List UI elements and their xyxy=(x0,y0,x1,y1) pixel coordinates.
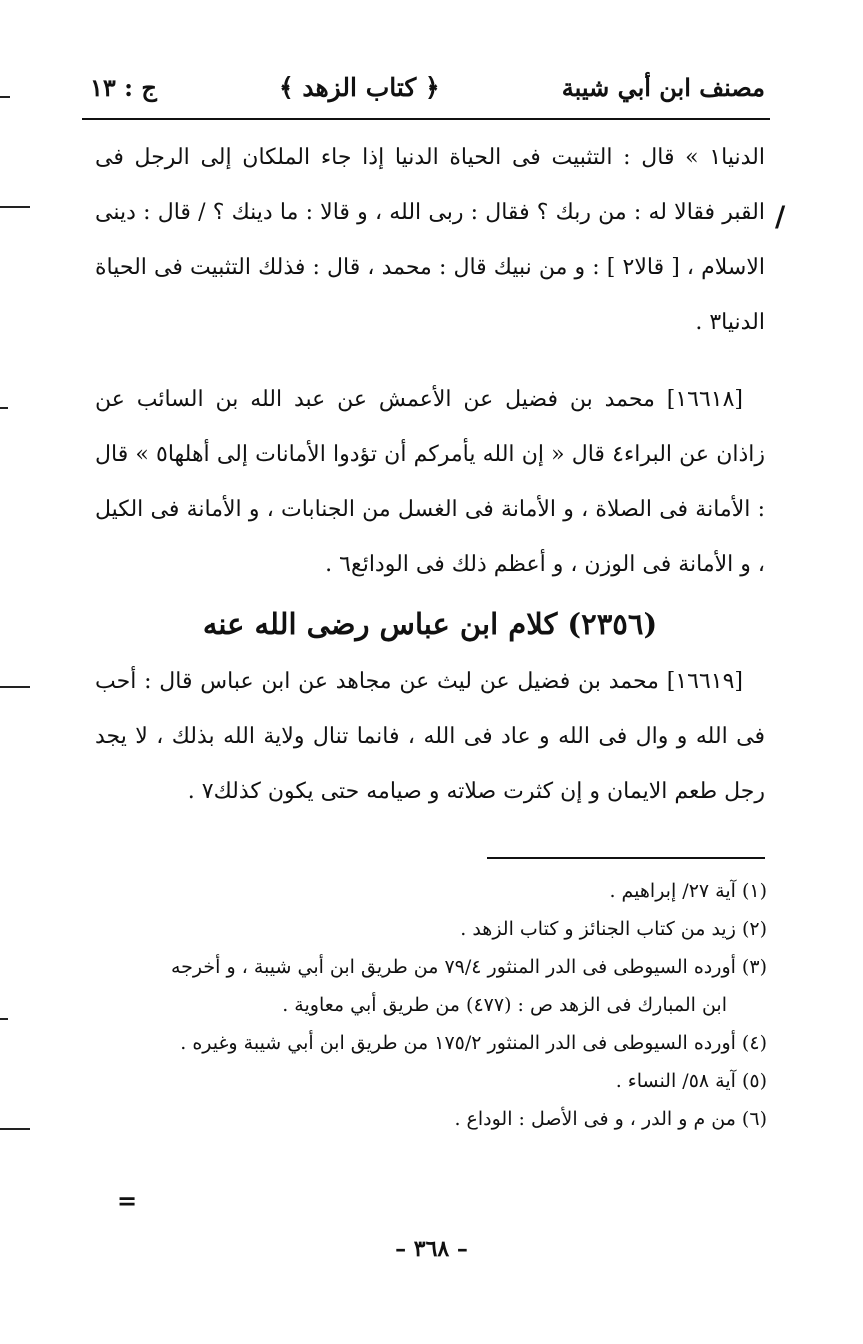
footnote-4: (٤) أورده السيوطى فى الدر المنثور ١٧٥/٢ من طريق ابن أبي شيبة وغيره . xyxy=(180,1032,767,1054)
header-book-title: ﴿ كتاب الزهد ﴾ xyxy=(278,72,440,102)
footnote-1: (١) آية ٢٧/ إبراهيم . xyxy=(609,880,767,902)
header-volume: ج : ١٣ xyxy=(90,72,157,102)
footnote-5: (٥) آية ٥٨/ النساء . xyxy=(615,1070,767,1092)
paragraph-hadith-16618: [١٦٦١٨] محمد بن فضيل عن الأعمش عن عبد الله بن السائب عن زاذان عن البراء٤ قال « إن الله يأمركم أن تؤدوا الأمانات إلى أهلها٥ » قال : الأمانة فى الصلاة ، و الأمانة فى الغسل من الجنابات ، و الأمانة فى الكيل ، و الأمانة فى الوزن ، و أعظم ذلك فى الودائع٦ . xyxy=(95,387,766,577)
section-heading: (٢٣٥٦) كلام ابن عباس رضى الله عنه xyxy=(202,607,658,641)
margin-mark xyxy=(0,1018,8,1020)
margin-mark xyxy=(0,1128,30,1130)
main-text xyxy=(95,130,765,819)
footnote-2: (٢) زيد من كتاب الجنائز و كتاب الزهد . xyxy=(460,918,767,940)
paragraph-1: الدنيا١ » قال : التثبيت فى الحياة الدنيا إذا جاء الملكان إلى الرجل فى القبر فقالا له : من ربك ؟ فقال : ربى الله ، و قالا : ما دينك ؟ / قال : دينى الاسلام ، [ قالا٢ ] : و من نبيك قال : محمد ، قال : فذلك التثبيت فى الحياة الدنيا٣ . xyxy=(95,145,765,335)
margin-mark xyxy=(0,96,10,98)
header-work-title: مصنف ابن أبي شيبة xyxy=(561,72,765,102)
margin-mark xyxy=(0,686,30,688)
paragraph-hadith-16619: [١٦٦١٩] محمد بن فضيل عن ليث عن مجاهد عن ابن عباس قال : أحب فى الله و وال فى الله و عاد فى الله ، فانما تنال ولاية الله بذلك ، لا يجد رجل طعم الايمان و إن كثرت صلاته و صيامه حتى يكون كذلك٧ . xyxy=(95,669,765,804)
header-rule xyxy=(82,118,770,120)
footnotes xyxy=(95,872,767,1138)
page-number: – ٣٦٨ – xyxy=(395,1236,468,1262)
footnote-6: (٦) من م و الدر ، و فى الأصل : الوداع . xyxy=(454,1108,767,1130)
margin-mark xyxy=(0,206,30,208)
footnote-3-continued: ابن المبارك فى الزهد ص : (٤٧٧) من طريق أبي معاوية . xyxy=(282,994,727,1016)
margin-slash-mark: / xyxy=(775,200,786,233)
footnote-rule xyxy=(487,857,765,859)
footnote-3: (٣) أورده السيوطى فى الدر المنثور ٧٩/٤ من طريق ابن أبي شيبة ، و أخرجه xyxy=(171,956,767,978)
continuation-mark: = xyxy=(117,1186,138,1215)
page-header xyxy=(90,62,765,112)
margin-mark xyxy=(0,407,8,409)
